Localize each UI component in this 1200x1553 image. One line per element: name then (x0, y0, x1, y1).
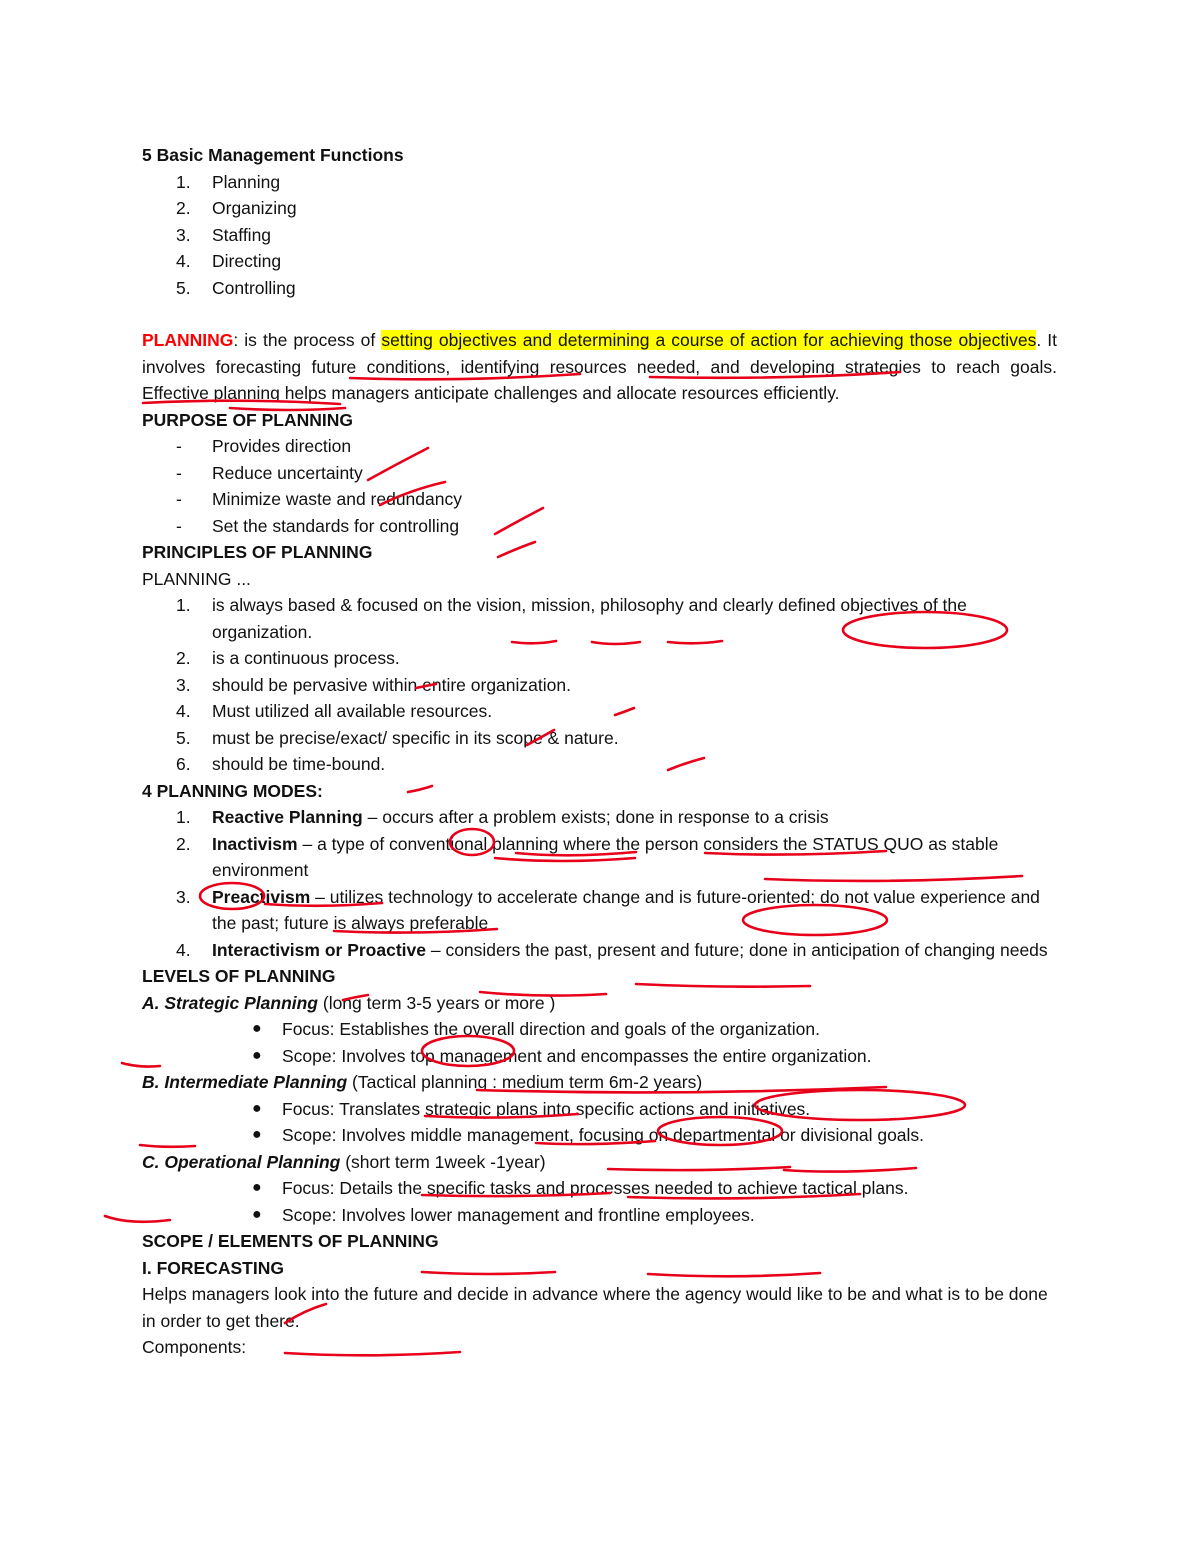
level-bullets (142, 1096, 1057, 1149)
list-item: 2. Organizing (176, 198, 297, 218)
list-item: 4. Directing (176, 251, 282, 271)
modes-title: 4 PLANNING MODES: (142, 780, 323, 801)
list-item: 3. Preactivism – utilizes technology to accelerate change and is future-oriented; do not value experience and the past; future is always preferable (176, 886, 1040, 933)
list-item: 1. Planning (176, 171, 281, 192)
list-item: 1. Reactive Planning – occurs after a problem exists; done in response to a crisis (176, 807, 829, 827)
purpose-list (142, 433, 1057, 539)
list-item: - Minimize waste and redundancy (176, 489, 462, 509)
components-label: Components: (142, 1337, 247, 1357)
list-item: 2. is a continuous process. (176, 648, 400, 668)
list-item: 5. Controlling (176, 277, 296, 298)
list-item: ● Scope: Involves top management and encompasses the entire organization. (252, 1045, 872, 1066)
list-item: ● Scope: Involves middle management, focusing on departmental or divisional goals. (252, 1125, 925, 1145)
level-heading: C. Operational Planning (short term 1week -1year) (142, 1151, 546, 1172)
list-item: ● Focus: Details the specific tasks and processes needed to achieve tactical plans. (252, 1178, 909, 1198)
list-item: 4. Interactivism or Proactive – considers the past, present and future; done in anticipation of changing needs (176, 939, 1048, 960)
principles-title: PRINCIPLES OF PLANNING (142, 542, 373, 562)
list-item: ● Scope: Involves lower management and frontline employees. (252, 1204, 755, 1225)
principles-intro: PLANNING ... (142, 568, 251, 589)
list-item: 1. is always based & focused on the vision, mission, philosophy and clearly defined objectives of the organization. (176, 595, 967, 642)
functions-list (142, 169, 1057, 302)
scope-title: SCOPE / ELEMENTS OF PLANNING (142, 1231, 439, 1251)
document-body (142, 142, 1057, 1361)
list-item: 4. Must utilized all available resources. (176, 701, 493, 721)
list-item: - Provides direction (176, 436, 352, 456)
planning-definition: PLANNING: is the process of setting objectives and determining a course of action for achieving those objectives. It involves forecasting future conditions, identifying resources needed, and developing strategies to reach goals. Effective planning helps managers anticipate challenges and allocate resources efficiently. (142, 330, 1057, 403)
functions-title: 5 Basic Management Functions (142, 145, 404, 165)
list-item: - Reduce uncertainty (176, 462, 363, 483)
forecasting-title: I. FORECASTING (142, 1257, 284, 1278)
list-item: - Set the standards for controlling (176, 515, 460, 536)
levels-title: LEVELS OF PLANNING (142, 966, 336, 986)
list-item: 6. should be time-bound. (176, 754, 386, 774)
list-item: 5. must be precise/exact/ specific in its scope & nature. (176, 727, 619, 748)
list-item: 2. Inactivism – a type of conventional planning where the person considers the STATUS QUO as stable environment (176, 833, 999, 880)
list-item: ● Focus: Establishes the overall direction and goals of the organization. (252, 1019, 820, 1039)
level-bullets (142, 1175, 1057, 1228)
principles-list (142, 592, 1057, 778)
list-item: 3. Staffing (176, 224, 272, 245)
level-heading: B. Intermediate Planning (Tactical planning : medium term 6m-2 years) (142, 1072, 703, 1092)
level-heading: A. Strategic Planning (long term 3-5 years or more ) (142, 992, 556, 1013)
list-item: 3. should be pervasive within entire organization. (176, 674, 571, 695)
list-item: ● Focus: Translates strategic plans into specific actions and initiatives. (252, 1098, 811, 1119)
level-bullets (142, 1016, 1057, 1069)
purpose-title: PURPOSE OF PLANNING (142, 409, 353, 430)
modes-list (142, 804, 1057, 963)
highlighted-text: setting objectives and determining a course of action for achieving those objectives (381, 330, 1037, 350)
forecasting-text: Helps managers look into the future and decide in advance where the agency would like to be and what is to be done in order to get there. (142, 1284, 1048, 1331)
